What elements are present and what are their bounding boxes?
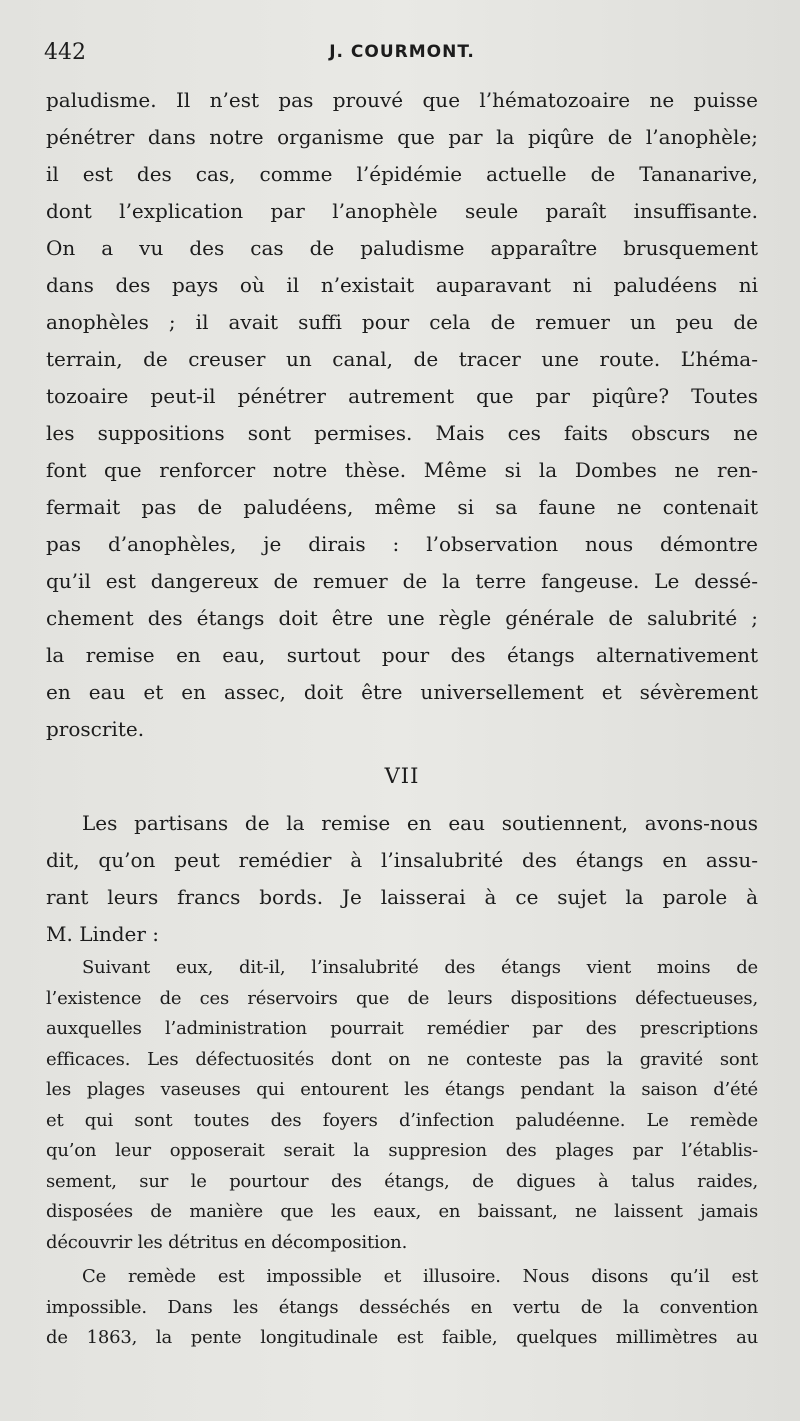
text-line: pénétrer dans notre organisme que par la piqûre de l’anophèle; [46,125,758,149]
text-line: terrain, de creuser un canal, de tracer une route. L’héma- [46,347,758,371]
body-text [46,82,758,1354]
text-line: anophèles ; il avait suffi pour cela de remuer un peu de [46,310,758,334]
text-line: dans des pays où il n’existait auparavant ni paludéens ni [46,273,758,297]
text-line: les suppositions sont permises. Mais ces faits obscurs ne [46,421,758,445]
text-line: efficaces. Les défectuosités dont on ne conteste pas la gravité sont [46,1048,758,1070]
text-line: pas d’anophèles, je dirais : l’observation nous démontre [46,532,758,556]
page-header [44,40,760,70]
paragraph-1 [46,82,758,748]
text-line: qu’il est dangereux de remuer de la terre fangeuse. Le dessé- [46,569,758,593]
text-line: rant leurs francs bords. Je laisserai à ce sujet la parole à [46,885,758,909]
text-line: tozoaire peut-il pénétrer autrement que par piqûre? Toutes [46,384,758,408]
text-line: M. Linder : [46,922,160,946]
text-line: impossible. Dans les étangs desséchés en vertu de la convention [46,1296,758,1318]
text-line: proscrite. [46,717,145,741]
text-line: il est des cas, comme l’épidémie actuelle de Tananarive, [46,162,758,186]
text-line: fermait pas de paludéens, même si sa faune ne contenait [46,495,758,519]
text-line: dit, qu’on peut remédier à l’insalubrité des étangs en assu- [46,848,758,872]
text-line: chement des étangs doit être une règle générale de salubrité ; [46,606,758,630]
text-line: On a vu des cas de paludisme apparaître brusquement [46,236,758,260]
page-number: 442 [44,40,86,65]
text-line: Les partisans de la remise en eau soutiennent, avons-nous [82,811,758,835]
text-line: de 1863, la pente longitudinale est faible, quelques millimètres au [46,1327,758,1348]
text-line: dont l’explication par l’anophèle seule paraît insuffisante. [46,199,758,223]
text-line: Ce remède est impossible et illusoire. Nous disons qu’il est [82,1266,758,1287]
text-line: font que renforcer notre thèse. Même si la Dombes ne ren- [46,458,758,482]
text-line: l’existence de ces réservoirs que de leurs dispositions défectueuses, [46,987,758,1009]
text-line: les plages vaseuses qui entourent les étangs pendant la saison d’été [46,1079,758,1100]
section-heading: VII [384,764,420,788]
text-line: auxquelles l’administration pourrait remédier par des prescriptions [46,1018,758,1039]
text-line: Suivant eux, dit-il, l’insalubrité des étangs vient moins de [82,957,758,978]
text-line: et qui sont toutes des foyers d’infection paludéenne. Le remède [46,1109,758,1131]
quote-paragraph-2 [46,1262,758,1354]
quote-paragraph-1 [46,953,758,1258]
text-line: sement, sur le pourtour des étangs, de digues à talus raides, [46,1170,758,1192]
running-head: J. COURMONT. [329,42,475,62]
text-line: qu’on leur opposerait serait la suppresion des plages par l’établis- [46,1140,758,1161]
text-line: en eau et en assec, doit être universellement et sévèrement [46,680,758,704]
paragraph-2 [46,805,758,953]
text-line: disposées de manière que les eaux, en baissant, ne laissent jamais [46,1201,758,1222]
text-line: découvrir les détritus en décomposition. [46,1231,408,1253]
text-line: la remise en eau, surtout pour des étangs alternativement [46,643,758,667]
text-line: paludisme. Il n’est pas prouvé que l’hématozoaire ne puisse [46,88,758,112]
